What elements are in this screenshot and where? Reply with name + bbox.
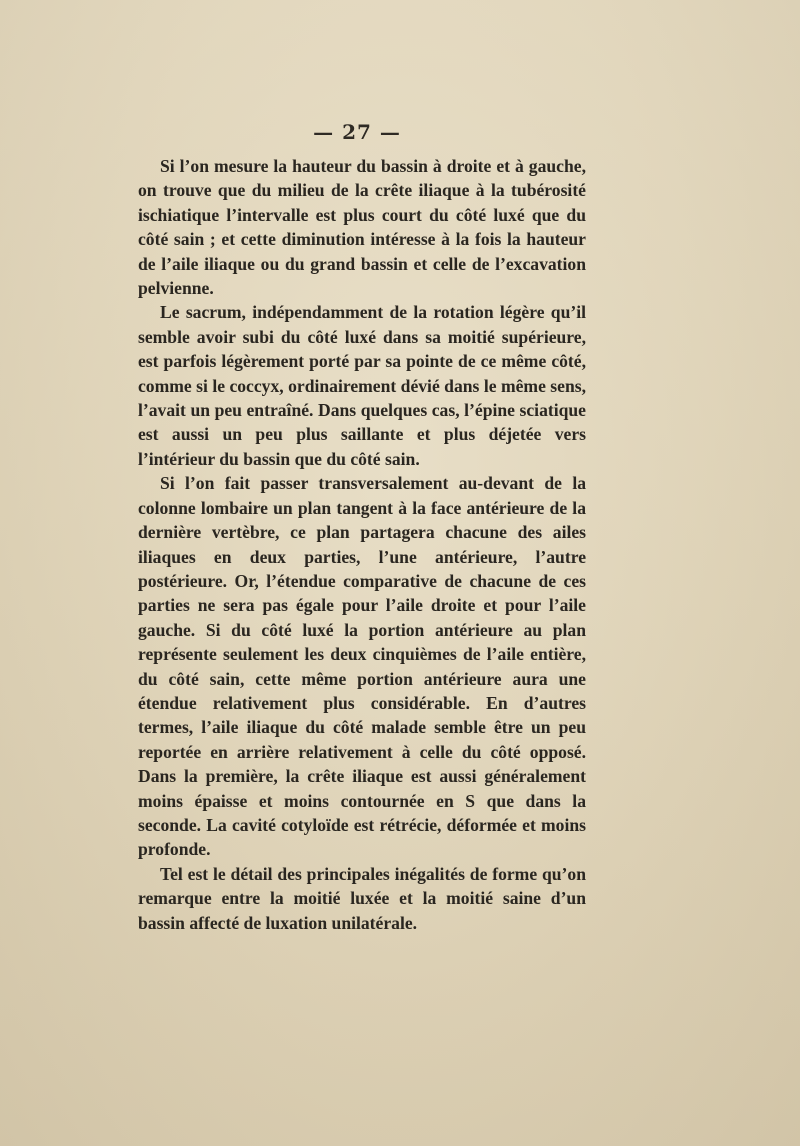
paragraph-1: Si l’on mesure la hauteur du bassin à droite et à gauche, on trouve que du milieu de la crête iliaque à la tubérosité ischiatique l’intervalle est plus court du côté luxé que du côté sain ; et cette diminution intéresse à la fois la hauteur de l’aile iliaque ou du grand bassin et celle de l’excavation pelvienne.: [138, 156, 586, 299]
paragraph-4: Tel est le détail des principales inégalités de forme qu’on remarque entre la moitié luxée et la moitié saine d’un bassin affecté de luxation unilatérale.: [138, 863, 586, 933]
body-text: [138, 154, 586, 935]
paragraph-2: Le sacrum, indépendamment de la rotation légère qu’il semble avoir subi du côté luxé dans sa moitié supérieure, est parfois légèrement porté par sa pointe de ce même côté, comme si le coccyx, ordinairement dévié dans le même sens, l’avait un peu entraîné. Dans quelques cas, l’épine sciatique est aussi un peu plus saillante et plus déjetée vers l’intérieur du bassin que du côté sain.: [138, 302, 586, 469]
paragraph-3: Si l’on fait passer transversalement au-devant de la colonne lombaire un plan tangent à la face antérieure de la dernière vertèbre, ce plan partagera chacune des ailes iliaques en deux parties, l’une antérieure, l’autre postérieure. Or, l’étendue comparative de chacune de ces parties ne sera pas égale pour l’aile droite et pour l’aile gauche. Si du côté luxé la portion antérieure au plan représente seulement les deux cinquièmes de l’aile entière, du côté sain, cette même portion antérieure aura une étendue relativement plus considérable. En d’autres termes, l’aile iliaque du côté malade semble être un peu reportée en arrière relativement à celle du côté opposé. Dans la première, la crête iliaque est aussi généralement moins épaisse et moins contournée en S que dans la seconde. La cavité cotyloïde est rétrécie, déformée et moins profonde.: [138, 473, 586, 860]
page-number: — 27 —: [313, 120, 401, 144]
